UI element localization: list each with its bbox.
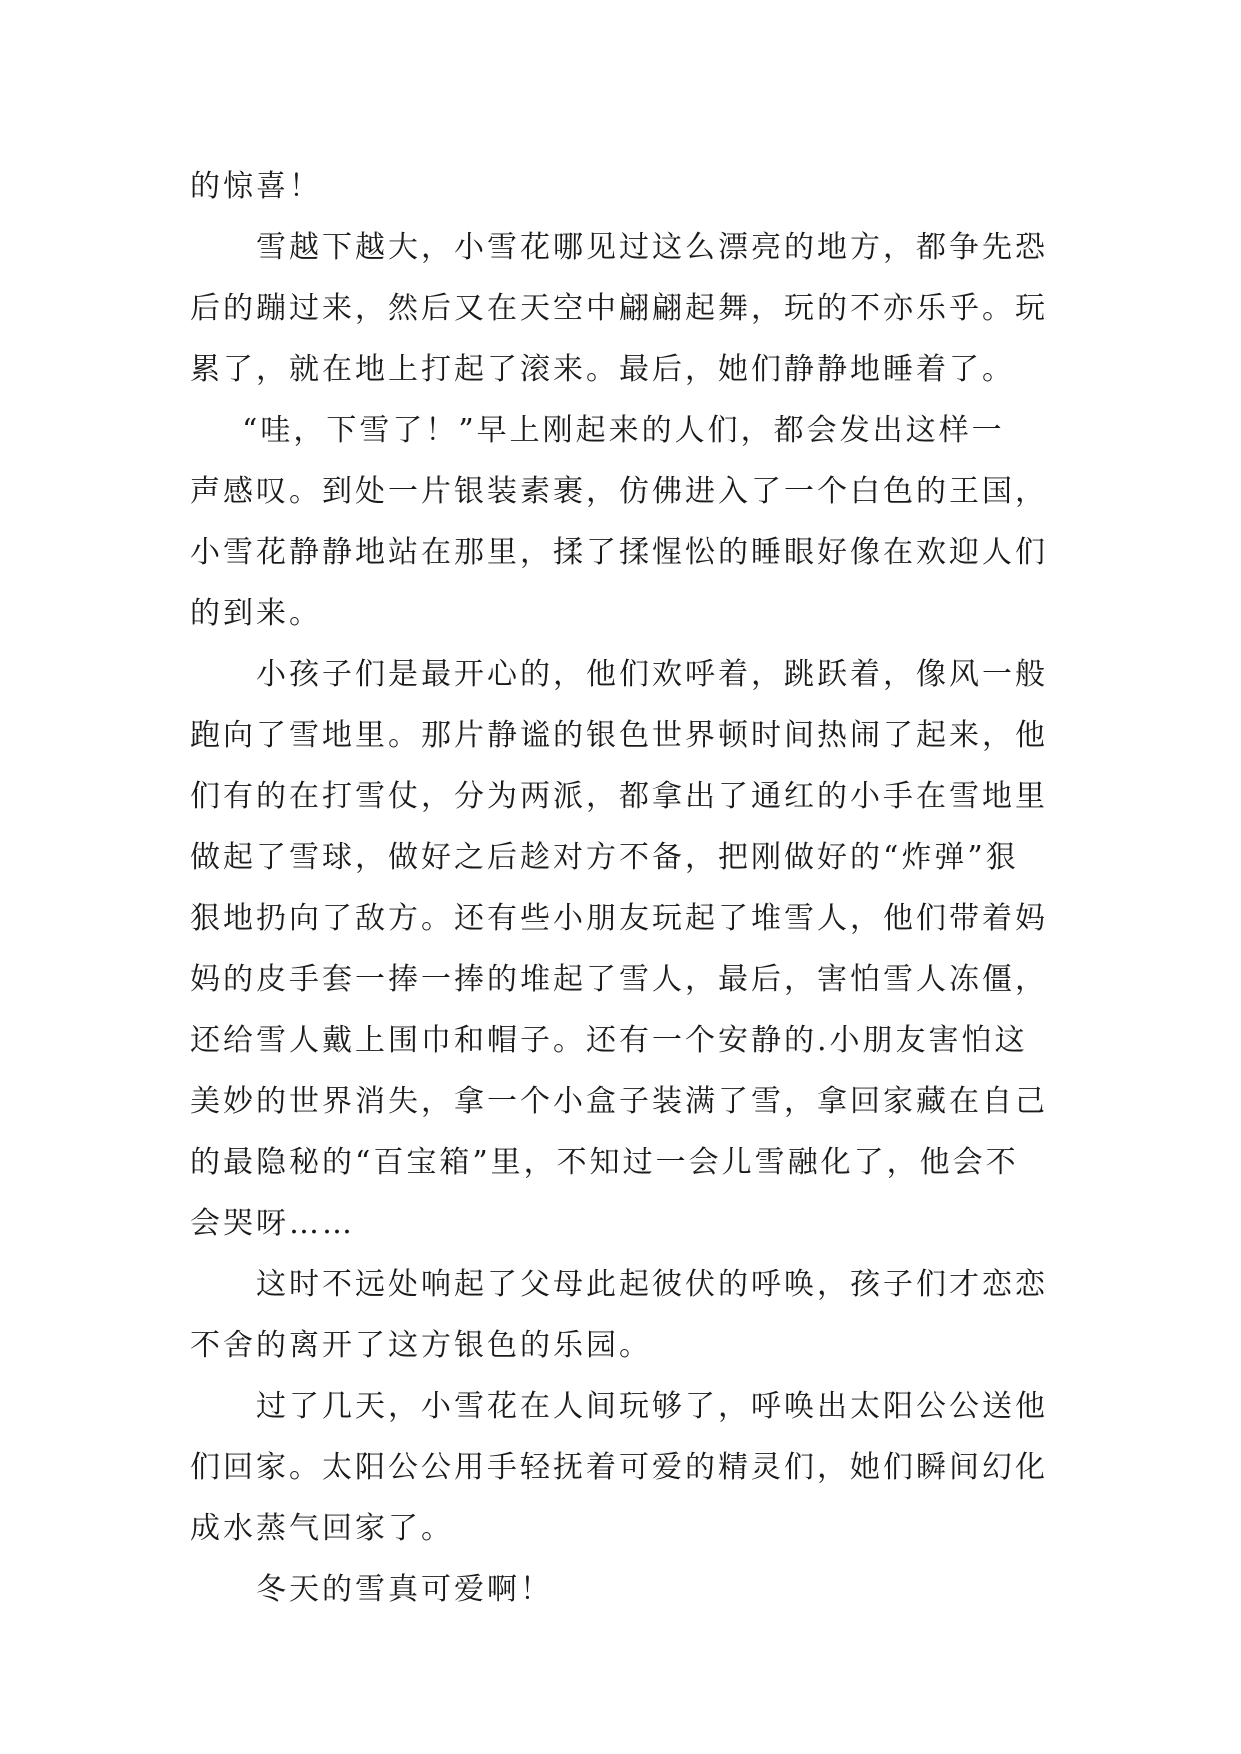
paragraph-7 [190,1559,1052,1620]
text-line: 跑向了雪地里。那片静谧的银色世界顿时间热闹了起来，他 [190,718,1048,753]
text-line: 还给雪人戴上围巾和帽子。还有一个安静的.小朋友害怕这 [190,1023,1028,1058]
text-line: 这时不远处响起了父母此起彼伏的呼唤，孩子们才恋恋 [256,1267,1048,1302]
text-line: 小雪花静静地站在那里，揉了揉惺忪的睡眼好像在欢迎人们 [190,535,1048,570]
text-line: 妈的皮手套一捧一捧的堆起了雪人，最后，害怕雪人冻僵， [190,962,1048,997]
text-line: 小孩子们是最开心的，他们欢呼着，跳跃着，像风一般 [256,657,1048,692]
text-line: 做起了雪球，做好之后趁对方不备，把刚做好的“炸弹”狠 [190,840,1019,875]
text-line: 不舍的离开了这方银色的乐园。 [190,1328,652,1363]
text-line: 雪越下越大，小雪花哪见过这么漂亮的地方，都争先恐 [256,230,1048,265]
text-line: 们有的在打雪仗，分为两派，都拿出了通红的小手在雪地里 [190,779,1048,814]
text-line: 美妙的世界消失，拿一个小盒子装满了雪，拿回家藏在自己 [190,1084,1048,1119]
text-line: 冬天的雪真可爱啊！ [256,1572,553,1607]
paragraph-3 [190,400,1052,644]
text-line: 成水蒸气回家了。 [190,1511,454,1546]
text-line: 后的蹦过来，然后又在天空中翩翩起舞，玩的不亦乐乎。玩 [190,291,1048,326]
article-body [190,156,1052,1620]
paragraph-5 [190,1254,1052,1376]
text-line: “哇，下雪了！”早上刚起来的人们，都会发出这样一 [242,413,1005,448]
paragraph-1 [190,156,1052,217]
text-line: 声感叹。到处一片银装素裹，仿佛进入了一个白色的王国， [190,474,1048,509]
text-line: 累了，就在地上打起了滚来。最后，她们静静地睡着了。 [190,352,1015,387]
text-line: 的惊喜！ [190,169,322,204]
paragraph-4 [190,644,1052,1254]
text-line: 们回家。太阳公公用手轻抚着可爱的精灵们，她们瞬间幻化 [190,1450,1048,1485]
text-line: 过了几天，小雪花在人间玩够了，呼唤出太阳公公送他 [256,1389,1048,1424]
text-line: 会哭呀…… [190,1206,355,1241]
paragraph-2 [190,217,1052,400]
text-line: 的到来。 [190,596,322,631]
text-line: 狠地扔向了敌方。还有些小朋友玩起了堆雪人，他们带着妈 [190,901,1048,936]
text-line: 的最隐秘的“百宝箱”里，不知过一会儿雪融化了，他会不 [190,1145,1019,1180]
paragraph-6 [190,1376,1052,1559]
